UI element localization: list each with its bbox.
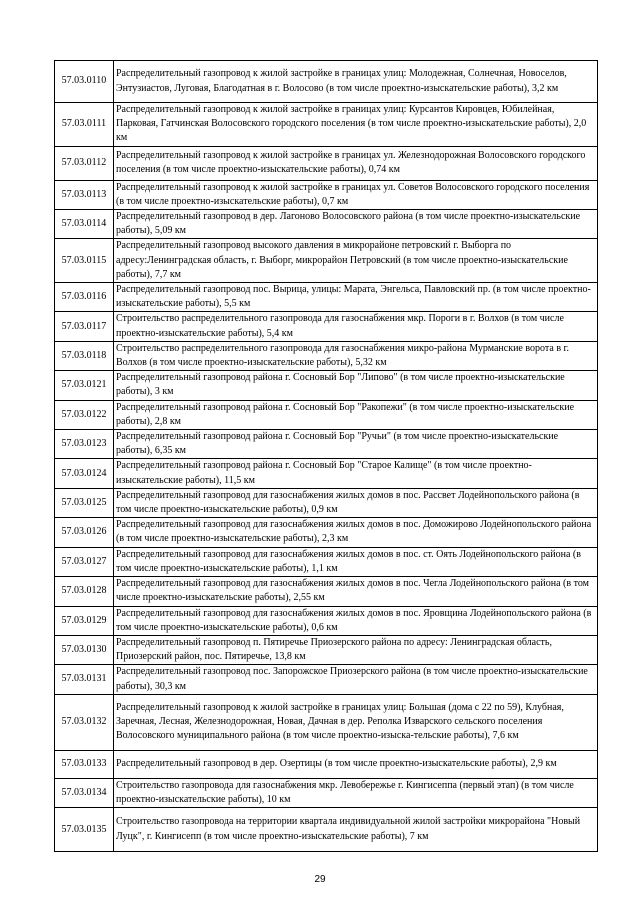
objects-table — [54, 60, 598, 852]
table-row — [55, 146, 598, 180]
table-row — [55, 808, 598, 852]
page-number: 29 — [314, 874, 326, 885]
table-row — [55, 694, 598, 750]
object-description: Распределительный газопровод к жилой застройке в границах ул. Железнодорожная Волосовского городского поселения (в том числе проектно-изыскательские работы), 0,74 км — [114, 146, 598, 180]
object-description: Распределительный газопровод высокого давления в микрорайоне петровский г. Выборга по адресу:Ленинградская область, г. Выборг, микрорайон Петровский (в том числе проектно-изыскательские работы), 7,7 км — [114, 239, 598, 283]
object-description: Строительство газопровода на территории квартала индивидуальной жилой застройки микрорайона "Новый Луцк", г. Кингисепп (в том числе проектно-изыскательские работы), 7 км — [114, 808, 598, 852]
object-code: 57.03.0118 — [55, 341, 114, 370]
object-code: 57.03.0135 — [55, 808, 114, 852]
table-row — [55, 778, 598, 807]
table-row — [55, 312, 598, 341]
object-description: Распределительный газопровод района г. Сосновый Бор "Ручьи" (в том числе проектно-изыскательские работы), 6,35 км — [114, 430, 598, 459]
object-code: 57.03.0115 — [55, 239, 114, 283]
object-code: 57.03.0128 — [55, 577, 114, 606]
object-code: 57.03.0123 — [55, 430, 114, 459]
object-description: Распределительный газопровод для газоснабжения жилых домов в пос. Чегла Лодейнопольского района (в том числе проектно-изыскательские работы), 2,55 км — [114, 577, 598, 606]
object-code: 57.03.0122 — [55, 400, 114, 429]
object-code: 57.03.0121 — [55, 371, 114, 400]
table-row — [55, 180, 598, 209]
object-code: 57.03.0116 — [55, 283, 114, 312]
table-row — [55, 577, 598, 606]
table-row — [55, 635, 598, 664]
object-description: Распределительный газопровод в дер. Лагоново Волосовского района (в том числе проектно-изыскательские работы), 5,09 км — [114, 210, 598, 239]
table-row — [55, 103, 598, 147]
object-code: 57.03.0132 — [55, 694, 114, 750]
object-code: 57.03.0111 — [55, 103, 114, 147]
object-code: 57.03.0114 — [55, 210, 114, 239]
object-description: Распределительный газопровод к жилой застройке в границах улиц: Курсантов Кировцев, Юбилейная, Парковая, Гатчинская Волосовского городского поселения (в том числе проектно-изыскательские работы), 2,0 км — [114, 103, 598, 147]
table-row — [55, 459, 598, 488]
table-row — [55, 750, 598, 778]
table-row — [55, 665, 598, 694]
object-description: Распределительный газопровод к жилой застройке в границах ул. Советов Волосовского городского поселения (в том числе проектно-изыскательские работы), 0,7 км — [114, 180, 598, 209]
object-description: Распределительный газопровод в дер. Озертицы (в том числе проектно-изыскательские работы), 2,9 км — [114, 750, 598, 778]
object-description: Распределительный газопровод к жилой застройке в границах улиц: Большая (дома с 22 по 59), Клубная, Заречная, Лесная, Железнодорожная, Новая, Дачная в дер. Реполка Изварского сельского поселения Волосовского муниципального района (в том числе проектно-изыска-тельские работы), 7,6 км — [114, 694, 598, 750]
table-row — [55, 210, 598, 239]
object-code: 57.03.0130 — [55, 635, 114, 664]
object-description: Распределительный газопровод района г. Сосновый Бор "Липово" (в том числе проектно-изыскательские работы), 3 км — [114, 371, 598, 400]
object-code: 57.03.0134 — [55, 778, 114, 807]
table-row — [55, 400, 598, 429]
object-code: 57.03.0112 — [55, 146, 114, 180]
object-code: 57.03.0126 — [55, 518, 114, 547]
object-description: Строительство распределительного газопровода для газоснабжения мкр. Пороги в г. Волхов (в том числе проектно-изыскательские работы), 5,4 км — [114, 312, 598, 341]
object-code: 57.03.0133 — [55, 750, 114, 778]
table-body — [55, 61, 598, 852]
object-code: 57.03.0125 — [55, 488, 114, 517]
table-row — [55, 430, 598, 459]
object-description: Распределительный газопровод пос. Запорожское Приозерского района (в том числе проектно-изыскательские работы), 30,3 км — [114, 665, 598, 694]
table-row — [55, 606, 598, 635]
object-description: Распределительный газопровод для газоснабжения жилых домов в пос. Рассвет Лодейнопольского района (в том числе проектно-изыскательские работы), 0,9 км — [114, 488, 598, 517]
table-row — [55, 518, 598, 547]
table-row — [55, 488, 598, 517]
table-row — [55, 547, 598, 576]
object-code: 57.03.0129 — [55, 606, 114, 635]
object-description: Распределительный газопровод к жилой застройке в границах улиц: Молодежная, Солнечная, Новоселов, Энтузиастов, Луговая, Благодатная в г. Волосово (в том числе проектно-изыскательские работы), 3,2 км — [114, 61, 598, 103]
object-code: 57.03.0131 — [55, 665, 114, 694]
table-row — [55, 371, 598, 400]
table-row — [55, 341, 598, 370]
object-description: Распределительный газопровод п. Пятиречье Приозерского района по адресу: Ленинградская область, Приозерский район, пос. Пятиречье, 13,8 км — [114, 635, 598, 664]
object-code: 57.03.0110 — [55, 61, 114, 103]
table-row — [55, 283, 598, 312]
object-code: 57.03.0124 — [55, 459, 114, 488]
object-description: Распределительный газопровод для газоснабжения жилых домов в пос. Яровщина Лодейнопольского района (в том числе проектно-изыскательские работы), 0,6 км — [114, 606, 598, 635]
object-code: 57.03.0117 — [55, 312, 114, 341]
object-description: Распределительный газопровод пос. Вырица, улицы: Марата, Энгельса, Павловский пр. (в том числе проектно-изыскательские работы), 5,5 км — [114, 283, 598, 312]
object-code: 57.03.0127 — [55, 547, 114, 576]
object-code: 57.03.0113 — [55, 180, 114, 209]
object-description: Распределительный газопровод для газоснабжения жилых домов в пос. Доможирово Лодейнопольского района (в том числе проектно-изыскательские работы), 2,3 км — [114, 518, 598, 547]
object-description: Распределительный газопровод района г. Сосновый Бор "Старое Калище" (в том числе проектно-изыскательские работы), 11,5 км — [114, 459, 598, 488]
object-description: Распределительный газопровод района г. Сосновый Бор "Ракопежи" (в том числе проектно-изыскательские работы), 2,8 км — [114, 400, 598, 429]
table-row — [55, 239, 598, 283]
object-description: Строительство распределительного газопровода для газоснабжения микро-района Мурманские ворота в г. Волхов (в том числе проектно-изыскательские работы), 5,32 км — [114, 341, 598, 370]
object-description: Строительство газопровода для газоснабжения мкр. Левобережье г. Кингисеппа (первый этап) (в том числе проектно-изыскательские работы), 10 км — [114, 778, 598, 807]
object-description: Распределительный газопровод для газоснабжения жилых домов в пос. ст. Оять Лодейнопольского района (в том числе проектно-изыскательские работы), 1,1 км — [114, 547, 598, 576]
table-row — [55, 61, 598, 103]
